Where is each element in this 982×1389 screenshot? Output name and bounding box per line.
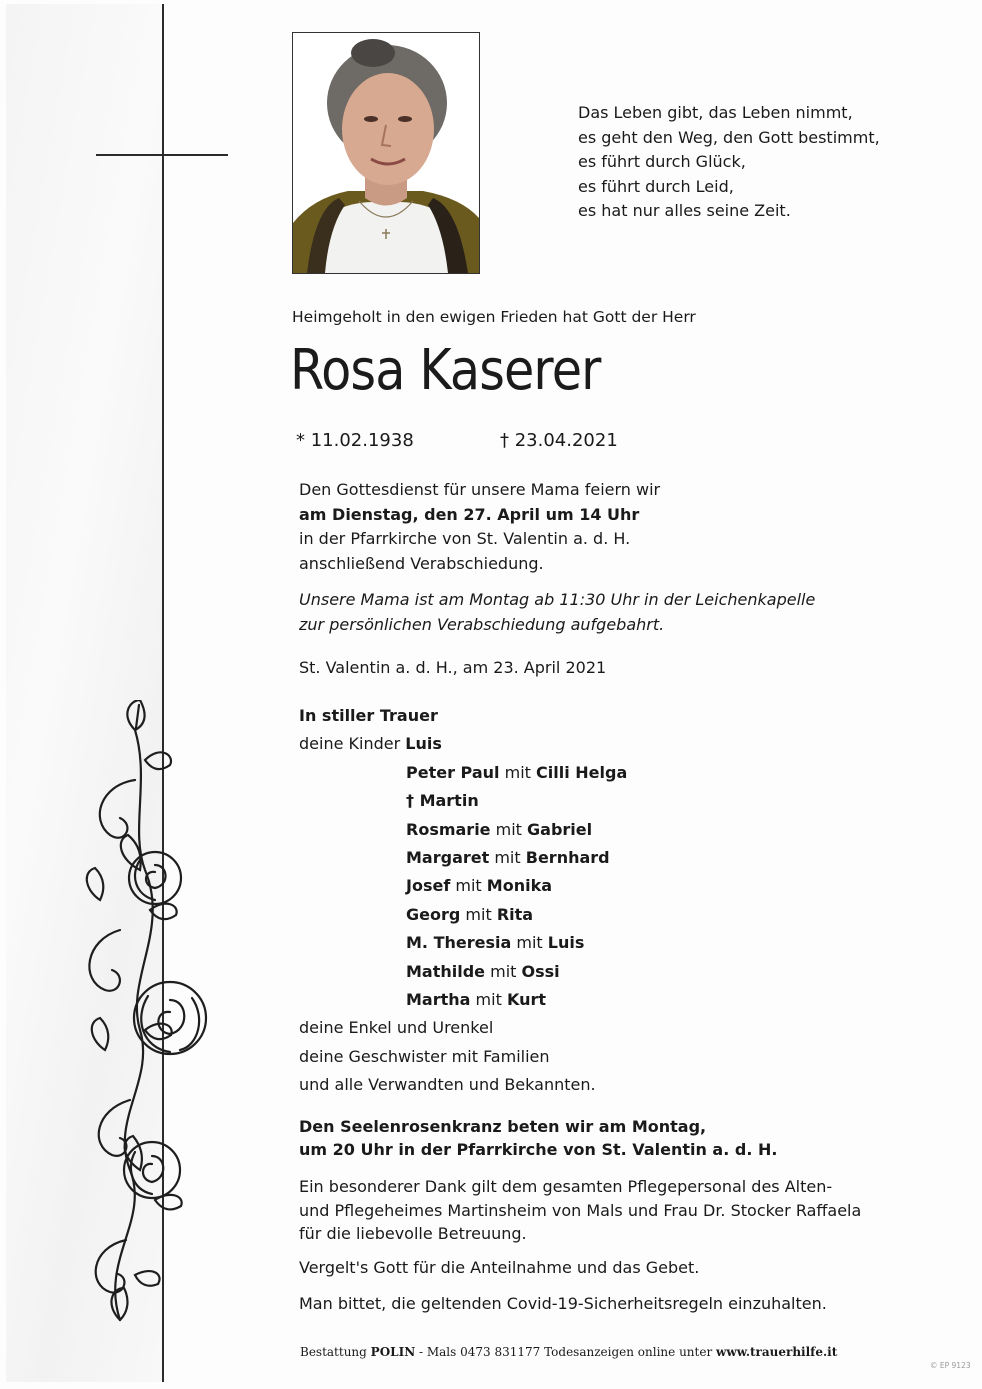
partner-name: Bernhard — [525, 848, 610, 868]
mourning-heading: In stiller Trauer — [299, 706, 438, 725]
intro-line: Heimgeholt in den ewigen Frieden hat Gott der Herr — [292, 308, 696, 326]
child-name: † Martin — [406, 791, 479, 811]
rosary-line: um 20 Uhr in der Pfarrkirche von St. Valentin a. d. H. — [299, 1140, 778, 1159]
rose-ornament-icon — [60, 700, 230, 1340]
children-prefix: deine Kinder — [299, 734, 401, 754]
lying-line: zur persönlichen Verabschiedung aufgebahrt. — [299, 614, 665, 634]
child-row — [299, 787, 627, 815]
footer-website-link[interactable]: www.trauerhilfe.it — [716, 1345, 838, 1359]
rosary-line: Den Seelenrosenkranz beten wir am Montag, — [299, 1117, 707, 1136]
poem-line: es führt durch Glück, — [578, 152, 746, 172]
siblings-line: deine Geschwister mit Familien — [299, 1046, 550, 1066]
service-line: in der Pfarrkirche von St. Valentin a. d. H. — [299, 529, 631, 548]
thanks-line: und Pflegeheimes Martinsheim von Mals und Frau Dr. Stocker Raffaela — [299, 1200, 862, 1220]
mit-word: mit — [475, 990, 502, 1010]
child-name: Peter Paul — [406, 762, 500, 782]
child-row — [299, 958, 627, 986]
mourners-list — [299, 702, 627, 1100]
death-date: † 23.04.2021 — [500, 430, 618, 451]
mit-word: mit — [490, 961, 517, 981]
relatives-line: und alle Verwandten und Bekannten. — [299, 1075, 596, 1095]
child-row — [299, 986, 627, 1014]
partner-name: Luis — [547, 933, 585, 953]
footer-prefix: Bestattung — [300, 1345, 367, 1359]
mit-word: mit — [495, 819, 522, 839]
child-name: Mathilde — [406, 961, 486, 981]
poem-line: Das Leben gibt, das Leben nimmt, — [578, 103, 853, 122]
child-row — [299, 872, 627, 900]
deceased-name: Rosa Kaserer — [290, 338, 601, 403]
place-and-date: St. Valentin a. d. H., am 23. April 2021 — [299, 658, 607, 677]
child-name: Rosmarie — [406, 819, 491, 839]
funeral-service-info — [299, 478, 660, 576]
partner-name: Cilli Helga — [536, 762, 628, 782]
cross-horizontal-line — [96, 154, 228, 156]
partner-name: Rita — [496, 904, 534, 924]
mit-word: mit — [455, 876, 482, 896]
child-row — [299, 929, 627, 957]
mit-word: mit — [504, 762, 531, 782]
grandchildren-line: deine Enkel und Urenkel — [299, 1018, 494, 1038]
child-row — [299, 844, 627, 872]
child-name: Margaret — [406, 848, 490, 868]
partner-name: Kurt — [506, 990, 546, 1010]
child-name: Luis — [405, 734, 442, 754]
poem-line: es führt durch Leid, — [578, 176, 734, 196]
children-line — [299, 730, 627, 758]
child-row — [299, 759, 627, 787]
footer-text: - Mals 0473 831177 Todesanzeigen online unter — [419, 1345, 713, 1359]
thanks-line: für die liebevolle Betreuung. — [299, 1224, 527, 1243]
funeral-home-footer — [300, 1345, 837, 1359]
child-row — [299, 901, 627, 929]
portrait-photo — [292, 32, 480, 274]
child-name: Josef — [406, 876, 451, 896]
mit-word: mit — [465, 904, 492, 924]
child-name: Martha — [406, 990, 471, 1010]
covid-note: Man bittet, die geltenden Covid-19-Sicherheitsregeln einzuhalten. — [299, 1294, 827, 1313]
lying-line: Unsere Mama ist am Montag ab 11:30 Uhr in der Leichenkapelle — [299, 590, 816, 609]
child-name: M. Theresia — [406, 933, 512, 953]
mit-word: mit — [494, 848, 521, 868]
birth-date: * 11.02.1938 — [296, 430, 414, 451]
template-code: © EP 9123 — [930, 1361, 971, 1370]
mit-word: mit — [516, 933, 543, 953]
thanks-note — [299, 1175, 861, 1246]
child-row — [299, 816, 627, 844]
poem-line: es hat nur alles seine Zeit. — [578, 201, 791, 221]
service-line: Den Gottesdienst für unsere Mama feiern wir — [299, 480, 661, 499]
poem — [578, 101, 938, 224]
partner-name: Ossi — [521, 961, 560, 981]
service-line: anschließend Verabschiedung. — [299, 553, 544, 573]
partner-name: Monika — [486, 876, 553, 896]
thanks-line: Ein besonderer Dank gilt dem gesamten Pflegepersonal des Alten- — [299, 1177, 833, 1196]
poem-line: es geht den Weg, den Gott bestimmt, — [578, 127, 880, 147]
child-name: Georg — [406, 904, 461, 924]
partner-name: Gabriel — [527, 819, 593, 839]
gratitude-line: Vergelt's Gott für die Anteilnahme und das Gebet. — [299, 1258, 700, 1277]
lying-in-state-info — [299, 588, 815, 637]
rosary-info — [299, 1115, 777, 1161]
service-date: am Dienstag, den 27. April um 14 Uhr — [299, 504, 640, 524]
footer-company: POLIN — [370, 1345, 416, 1359]
